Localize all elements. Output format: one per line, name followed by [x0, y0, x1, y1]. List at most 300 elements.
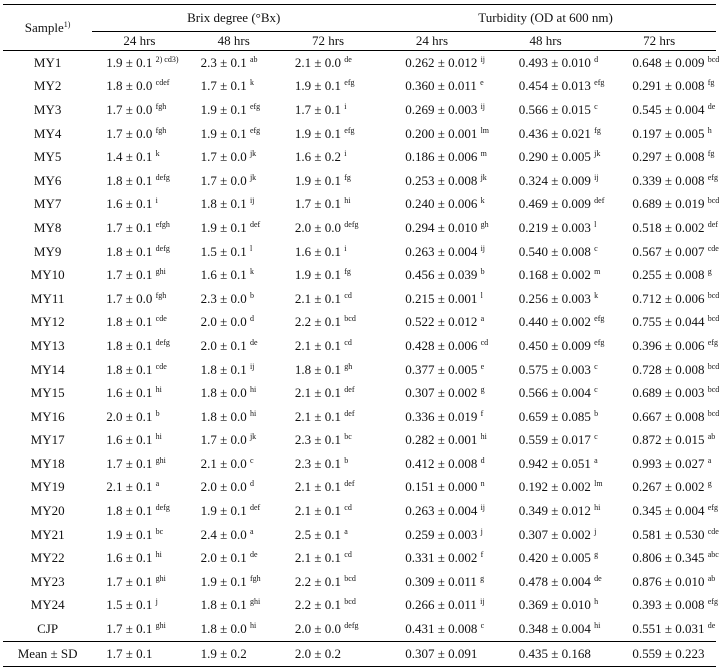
- turbidity-value-cell: [602, 169, 716, 193]
- brix-value-cell: [281, 358, 375, 382]
- significance-letters: c: [594, 361, 598, 371]
- brix-value-cell: [92, 523, 186, 547]
- significance-letters: h: [707, 125, 712, 135]
- cell-value: 1.6 ± 0.1: [294, 243, 342, 259]
- cell-value: 1.7 ± 0.1: [106, 267, 153, 283]
- brix-value-cell: [187, 169, 281, 193]
- brix-value-cell: [92, 358, 186, 382]
- significance-letters: b: [594, 408, 599, 418]
- cell-value: 1.8 ± 0.1: [106, 243, 153, 259]
- sample-name: MY7: [33, 196, 62, 212]
- significance-letters: jk: [249, 172, 257, 182]
- cell-value: 0.428 ± 0.006: [405, 337, 478, 353]
- cell-value: 0.331 ± 0.002: [405, 550, 478, 566]
- significance-letters: defg: [155, 172, 170, 182]
- turbidity-value-cell: [375, 263, 489, 287]
- turbidity-value-cell: [602, 358, 719, 382]
- significance-letters: b: [480, 267, 485, 277]
- cell-value: 1.8 ± 0.0: [200, 385, 247, 401]
- cell-value: 0.545 ± 0.004: [632, 101, 705, 117]
- cell-value: 0.263 ± 0.004: [405, 243, 478, 259]
- significance-letters: hi: [249, 385, 257, 395]
- cell-value: 0.518 ± 0.002: [632, 219, 705, 235]
- cell-value: 0.436 ± 0.021: [518, 125, 591, 141]
- brix-value-cell: [92, 216, 186, 240]
- brix-value-cell: [281, 193, 375, 217]
- significance-letters: fg: [344, 267, 351, 277]
- cell-value: 1.7 ± 0.0: [200, 432, 247, 448]
- brix-value-cell: [281, 499, 375, 523]
- significance-letters: b: [344, 455, 349, 465]
- cell-value: 0.345 ± 0.004: [632, 503, 705, 519]
- turbidity-value-cell: [489, 523, 603, 547]
- cell-value: 1.6 ± 0.1: [106, 196, 153, 212]
- brix-value-cell: [92, 287, 186, 311]
- cell-value: 2.1 ± 0.1: [294, 550, 342, 566]
- brix-value-cell: [281, 263, 375, 287]
- cell-value: 0.263 ± 0.004: [405, 503, 478, 519]
- turbidity-value-cell: [602, 263, 716, 287]
- significance-letters: cd: [344, 503, 352, 513]
- cell-value: 1.9 ± 0.1: [200, 219, 247, 235]
- cell-value: 2.0 ± 0.0: [200, 314, 247, 330]
- sample-name: MY23: [30, 573, 65, 589]
- cell-value: 0.728 ± 0.008: [632, 361, 705, 377]
- significance-letters: cd: [344, 290, 352, 300]
- turbidity-value-cell: [375, 617, 489, 641]
- turbidity-value-cell: [375, 311, 489, 335]
- cell-value: 2.0 ± 0.0: [294, 219, 342, 235]
- mean-value: 0.435 ± 0.168: [489, 641, 603, 666]
- cell-value: 0.253 ± 0.008: [405, 172, 478, 188]
- significance-letters: fgh: [155, 290, 167, 300]
- turbidity-value-cell: [375, 523, 489, 547]
- brix-value-cell: [92, 570, 186, 594]
- significance-letters: ij: [249, 361, 255, 371]
- turbidity-value-cell: [489, 358, 603, 382]
- table-row: [3, 98, 716, 122]
- cell-value: 0.219 ± 0.003: [518, 219, 591, 235]
- cell-value: 0.259 ± 0.003: [405, 526, 478, 542]
- significance-letters: b: [155, 408, 160, 418]
- cell-value: 0.567 ± 0.007: [632, 243, 705, 259]
- significance-letters: ij: [480, 101, 486, 111]
- brix-value-cell: [92, 51, 186, 75]
- significance-letters: gh: [344, 361, 353, 371]
- significance-letters: j: [155, 597, 158, 607]
- cell-value: 2.1 ± 0.0: [200, 455, 247, 471]
- significance-letters: cdef: [155, 78, 170, 88]
- cell-value: 0.551 ± 0.031: [632, 621, 705, 637]
- significance-letters: ij: [249, 196, 255, 206]
- brix-group-header: Brix degree (°Bx): [92, 5, 375, 32]
- significance-letters: de: [707, 101, 716, 111]
- turbidity-value-cell: [602, 98, 716, 122]
- significance-letters: bcd: [344, 314, 356, 324]
- sample-name: MY11: [30, 290, 65, 306]
- cell-value: 0.267 ± 0.002: [632, 479, 705, 495]
- significance-letters: def: [344, 408, 355, 418]
- significance-letters: hi: [480, 432, 487, 442]
- significance-letters: f: [480, 408, 484, 418]
- turbidity-value-cell: [489, 287, 603, 311]
- brix-value-cell: [187, 334, 281, 358]
- significance-letters: gh: [480, 219, 489, 229]
- significance-letters: d: [249, 479, 254, 489]
- significance-letters: efg: [707, 337, 718, 347]
- cell-value: 1.8 ± 0.1: [294, 361, 342, 377]
- turbidity-value-cell: [489, 122, 603, 146]
- cell-value: 1.7 ± 0.1: [294, 196, 342, 212]
- brix-value-cell: [187, 122, 281, 146]
- brix-value-cell: [187, 570, 281, 594]
- cell-value: 2.2 ± 0.1: [294, 314, 342, 330]
- significance-letters: efg: [594, 337, 605, 347]
- cell-value: 1.8 ± 0.0: [200, 621, 247, 637]
- cell-value: 0.215 ± 0.001: [405, 290, 478, 306]
- significance-letters: cd: [480, 337, 489, 347]
- turbidity-value-cell: [489, 75, 603, 99]
- brix-value-cell: [281, 145, 375, 169]
- significance-letters: efg: [249, 101, 261, 111]
- significance-letters: hi: [344, 196, 351, 206]
- cell-value: 1.8 ± 0.1: [106, 172, 153, 188]
- cell-value: 1.6 ± 0.2: [294, 149, 342, 165]
- sample-name: MY5: [33, 149, 62, 165]
- significance-letters: a: [249, 526, 254, 536]
- brix-value-cell: [92, 546, 186, 570]
- significance-letters: g: [707, 267, 712, 277]
- turbidity-value-cell: [602, 429, 716, 453]
- cell-value: 0.168 ± 0.002: [518, 267, 591, 283]
- significance-letters: g: [480, 385, 485, 395]
- turbidity-value-cell: [489, 499, 603, 523]
- cell-value: 0.294 ± 0.010: [405, 219, 478, 235]
- table-row: [3, 287, 716, 311]
- turbidity-value-cell: [602, 334, 716, 358]
- cell-value: 0.360 ± 0.011: [405, 78, 477, 94]
- turbidity-value-cell: [489, 452, 603, 476]
- sample-name: MY14: [30, 361, 65, 377]
- significance-letters: f: [480, 550, 484, 560]
- cell-value: 0.993 ± 0.027: [632, 455, 705, 471]
- cell-value: 1.7 ± 0.0: [106, 125, 153, 141]
- significance-letters: jk: [480, 172, 487, 182]
- cell-value: 2.1 ± 0.1: [294, 290, 342, 306]
- significance-letters: k: [249, 267, 254, 277]
- significance-letters: k: [480, 196, 485, 206]
- cell-value: 0.200 ± 0.001: [405, 125, 478, 141]
- cell-value: 0.872 ± 0.015: [632, 432, 705, 448]
- sample-name: MY24: [30, 597, 65, 613]
- brix-value-cell: [92, 405, 186, 429]
- significance-letters: def: [344, 385, 355, 395]
- cell-value: 0.348 ± 0.004: [518, 621, 591, 637]
- sample-name: MY3: [33, 101, 62, 117]
- turbidity-value-cell: [375, 240, 489, 264]
- brix-value-cell: [92, 617, 186, 641]
- brix-value-cell: [281, 75, 375, 99]
- cell-value: 0.942 ± 0.051: [518, 455, 591, 471]
- cell-value: 0.806 ± 0.345: [632, 550, 705, 566]
- cell-value: 1.9 ± 0.1: [200, 503, 247, 519]
- table-row: [3, 311, 716, 335]
- cell-value: 0.297 ± 0.008: [632, 149, 705, 165]
- table-row: [3, 546, 716, 570]
- cell-value: 2.1 ± 0.1: [294, 337, 342, 353]
- significance-letters: de: [249, 550, 258, 560]
- cell-value: 0.396 ± 0.006: [632, 337, 705, 353]
- table-row: [3, 523, 716, 547]
- turbidity-value-cell: [489, 98, 603, 122]
- cell-value: 0.393 ± 0.008: [632, 597, 705, 613]
- cell-value: 0.566 ± 0.004: [518, 385, 591, 401]
- turbidity-value-cell: [602, 452, 716, 476]
- cell-value: 2.5 ± 0.1: [294, 526, 342, 542]
- table-row: [3, 75, 716, 99]
- brix-value-cell: [187, 358, 281, 382]
- significance-letters: lm: [480, 125, 490, 135]
- cell-value: 0.349 ± 0.012: [518, 503, 591, 519]
- significance-letters: efgh: [155, 219, 170, 229]
- significance-letters: c: [594, 243, 598, 253]
- cell-value: 1.9 ± 0.1: [106, 54, 153, 70]
- significance-letters: ij: [480, 503, 486, 513]
- brix-value-cell: [92, 452, 186, 476]
- cell-value: 2.1 ± 0.1: [294, 385, 342, 401]
- significance-letters: bc: [344, 432, 352, 442]
- brix-value-cell: [281, 523, 375, 547]
- cell-value: 1.7 ± 0.0: [106, 101, 153, 117]
- mean-value: 1.7 ± 0.1: [92, 641, 186, 666]
- turbidity-value-cell: [489, 570, 603, 594]
- significance-letters: c: [594, 101, 598, 111]
- significance-letters: e: [480, 78, 484, 88]
- sample-name: MY21: [30, 526, 65, 542]
- significance-letters: efg: [594, 314, 605, 324]
- cell-value: 0.269 ± 0.003: [405, 101, 478, 117]
- significance-letters: ghi: [155, 455, 166, 465]
- significance-letters: a: [155, 479, 160, 489]
- cell-value: 1.7 ± 0.1: [106, 621, 153, 637]
- significance-letters: hi: [155, 550, 162, 560]
- cell-value: 2.0 ± 0.1: [200, 337, 247, 353]
- cell-value: 2.3 ± 0.1: [294, 432, 342, 448]
- table-row: [3, 169, 716, 193]
- brix-value-cell: [281, 51, 375, 75]
- significance-letters: de: [707, 621, 716, 631]
- table-row: [3, 405, 716, 429]
- brix-value-cell: [92, 381, 186, 405]
- cell-value: 2.0 ± 0.0: [294, 621, 342, 637]
- cell-value: 0.369 ± 0.010: [518, 597, 591, 613]
- mean-value: 2.0 ± 0.2: [281, 641, 375, 666]
- mean-value: 1.9 ± 0.2: [187, 641, 281, 666]
- turbidity-value-cell: [489, 429, 603, 453]
- significance-letters: i: [344, 243, 347, 253]
- significance-letters: a: [480, 314, 485, 324]
- cell-value: 0.151 ± 0.000: [405, 479, 478, 495]
- brix-time-header: 72 hrs: [281, 32, 375, 51]
- turbidity-value-cell: [489, 169, 603, 193]
- brix-value-cell: [187, 523, 281, 547]
- brix-value-cell: [281, 169, 375, 193]
- cell-value: 2.2 ± 0.1: [294, 597, 342, 613]
- sample-name: MY18: [30, 455, 65, 471]
- significance-letters: ij: [480, 597, 485, 607]
- turbidity-value-cell: [375, 287, 489, 311]
- cell-value: 1.9 ± 0.1: [200, 101, 247, 117]
- brix-value-cell: [92, 476, 186, 500]
- cell-value: 1.9 ± 0.1: [200, 573, 247, 589]
- brix-value-cell: [281, 122, 375, 146]
- cell-value: 0.186 ± 0.006: [405, 149, 478, 165]
- results-table: [3, 4, 719, 667]
- sample-name: MY6: [33, 172, 62, 188]
- significance-letters: bcd: [344, 597, 356, 607]
- significance-letters: ij: [480, 54, 486, 64]
- cell-value: 1.6 ± 0.1: [200, 267, 247, 283]
- brix-value-cell: [187, 98, 281, 122]
- cell-value: 2.0 ± 0.1: [200, 550, 247, 566]
- cell-value: 2.3 ± 0.1: [200, 54, 247, 70]
- turbidity-value-cell: [602, 499, 716, 523]
- cell-value: 1.8 ± 0.1: [106, 361, 153, 377]
- turbidity-value-cell: [375, 594, 489, 618]
- cell-value: 0.566 ± 0.015: [518, 101, 591, 117]
- significance-letters: ab: [707, 573, 716, 583]
- brix-value-cell: [281, 546, 375, 570]
- brix-value-cell: [187, 240, 281, 264]
- sample-name: MY1: [33, 54, 62, 70]
- brix-value-cell: [92, 594, 186, 618]
- cell-value: 1.7 ± 0.1: [106, 573, 153, 589]
- table-row: [3, 381, 716, 405]
- significance-letters: def: [594, 196, 605, 206]
- significance-letters: hi: [249, 621, 257, 631]
- cell-value: 1.9 ± 0.1: [294, 125, 342, 141]
- brix-value-cell: [92, 263, 186, 287]
- significance-letters: ghi: [155, 573, 166, 583]
- cell-value: 2.3 ± 0.0: [200, 290, 247, 306]
- significance-letters: bcd: [707, 314, 719, 324]
- significance-letters: i: [344, 101, 347, 111]
- cell-value: 0.456 ± 0.039: [405, 267, 478, 283]
- significance-letters: efg: [707, 172, 718, 182]
- significance-letters: c: [249, 455, 254, 465]
- sample-name: MY17: [30, 432, 65, 448]
- turbidity-value-cell: [489, 216, 603, 240]
- significance-letters: j: [594, 526, 597, 536]
- sample-name: MY22: [30, 550, 65, 566]
- brix-value-cell: [187, 216, 281, 240]
- significance-letters: hi: [249, 408, 257, 418]
- turbidity-value-cell: [489, 617, 603, 641]
- brix-value-cell: [92, 98, 186, 122]
- cell-value: 0.412 ± 0.008: [405, 455, 478, 471]
- significance-letters: cd: [344, 550, 352, 560]
- brix-value-cell: [92, 334, 186, 358]
- turbidity-value-cell: [375, 381, 489, 405]
- significance-letters: bcd: [707, 361, 719, 371]
- turbidity-value-cell: [489, 594, 603, 618]
- turbidity-value-cell: [602, 145, 716, 169]
- significance-letters: d: [480, 455, 485, 465]
- cell-value: 0.431 ± 0.008: [405, 621, 478, 637]
- cell-value: 0.648 ± 0.009: [632, 54, 705, 70]
- cell-value: 1.7 ± 0.1: [106, 219, 153, 235]
- significance-letters: l: [480, 290, 483, 300]
- significance-letters: bc: [155, 526, 164, 536]
- significance-letters: fg: [344, 172, 351, 182]
- brix-value-cell: [187, 51, 281, 75]
- significance-letters: defg: [155, 337, 170, 347]
- turbidity-value-cell: [375, 122, 489, 146]
- significance-letters: cde: [707, 243, 719, 253]
- cell-value: 0.192 ± 0.002: [518, 479, 591, 495]
- cell-value: 1.9 ± 0.1: [294, 172, 342, 188]
- significance-letters: fgh: [155, 101, 167, 111]
- significance-letters: efg: [249, 125, 261, 135]
- cell-value: 0.266 ± 0.011: [405, 597, 477, 613]
- turbidity-value-cell: [375, 145, 489, 169]
- turbidity-value-cell: [602, 287, 719, 311]
- brix-value-cell: [187, 499, 281, 523]
- significance-letters: a: [344, 526, 348, 536]
- sample-name: MY19: [30, 479, 65, 495]
- brix-value-cell: [187, 617, 281, 641]
- cell-value: 0.450 ± 0.009: [518, 337, 591, 353]
- table-row: [3, 263, 716, 287]
- significance-letters: lm: [594, 479, 603, 489]
- cell-value: 0.581 ± 0.530: [632, 526, 705, 542]
- brix-value-cell: [281, 287, 375, 311]
- sample-column-header: Sample$^{1)}$: [3, 5, 92, 51]
- significance-letters: l: [594, 219, 597, 229]
- cell-value: 2.2 ± 0.1: [294, 573, 342, 589]
- significance-letters: m: [594, 267, 601, 277]
- turbidity-value-cell: [602, 122, 716, 146]
- cell-value: 1.9 ± 0.1: [294, 78, 342, 94]
- cell-value: 0.522 ± 0.012: [405, 314, 478, 330]
- significance-letters: 2) cd3): [155, 54, 179, 64]
- turbidity-value-cell: [602, 216, 716, 240]
- cell-value: 2.1 ± 0.1: [294, 503, 342, 519]
- turbidity-value-cell: [489, 405, 603, 429]
- brix-value-cell: [187, 311, 281, 335]
- cell-value: 2.1 ± 0.1: [294, 408, 342, 424]
- table-row: [3, 240, 716, 264]
- cell-value: 0.478 ± 0.004: [518, 573, 591, 589]
- significance-letters: e: [480, 361, 485, 371]
- cell-value: 1.8 ± 0.1: [106, 503, 153, 519]
- cell-value: 0.256 ± 0.003: [518, 290, 591, 306]
- significance-letters: c: [480, 621, 485, 631]
- turbidity-value-cell: [602, 51, 719, 75]
- significance-letters: d: [249, 314, 254, 324]
- cell-value: 1.5 ± 0.1: [200, 243, 247, 259]
- significance-letters: fgh: [249, 573, 261, 583]
- turbidity-value-cell: [602, 405, 719, 429]
- mean-value: 0.307 ± 0.091: [375, 641, 489, 666]
- significance-letters: ab: [707, 432, 716, 442]
- significance-letters: de: [249, 337, 258, 347]
- sample-name: MY16: [30, 408, 65, 424]
- turbidity-value-cell: [375, 51, 489, 75]
- turbidity-value-cell: [375, 570, 489, 594]
- significance-letters: efg: [594, 78, 605, 88]
- turbidity-value-cell: [375, 546, 489, 570]
